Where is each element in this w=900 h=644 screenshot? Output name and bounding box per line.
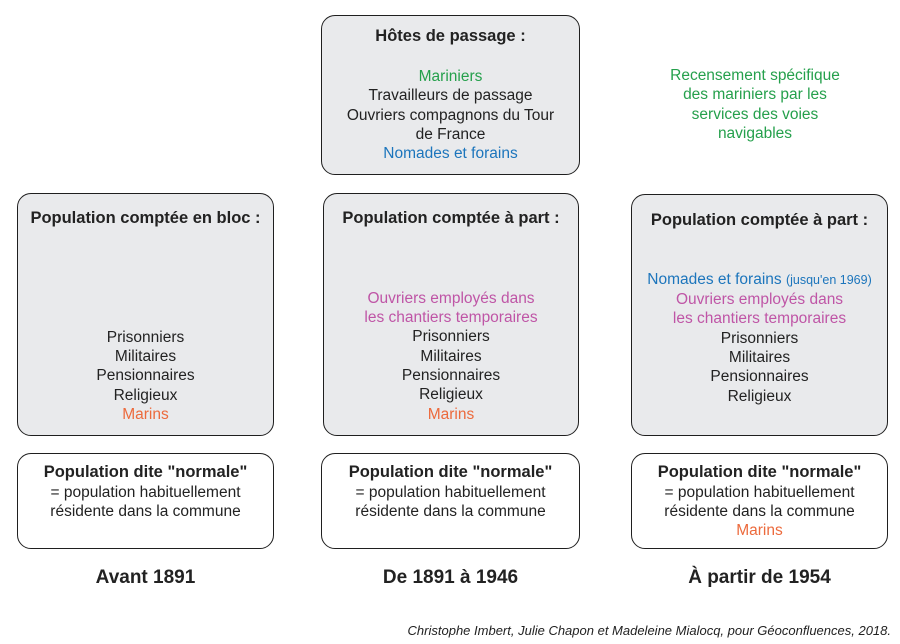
box-title: Population dite "normale" <box>657 462 862 481</box>
list-item: Prisonniers <box>720 329 799 347</box>
item-note: (jusqu'en 1969) <box>785 272 872 287</box>
period-label: Avant 1891 <box>95 567 196 588</box>
list-item: Mariniers <box>418 68 483 85</box>
list-item: Pensionnaires <box>401 367 501 385</box>
item-label: Nomades et forains <box>647 270 782 288</box>
box-title: Population dite "normale" <box>348 462 553 481</box>
list-item: Prisonniers <box>412 328 490 346</box>
box-title: Population comptée en bloc : <box>30 208 261 227</box>
counted-population-list <box>324 289 578 424</box>
list-item: Militaires <box>114 348 177 366</box>
period-label: À partir de 1954 <box>688 567 831 588</box>
list-item: Marins <box>122 406 169 424</box>
normal-population-box-1891-1946 <box>321 453 580 549</box>
list-item: Religieux <box>419 386 483 404</box>
passing-guests-box <box>321 15 580 175</box>
definition-text: = population habituellement résidente dans la commune <box>50 483 241 521</box>
box-title: Population dite "normale" <box>43 462 248 481</box>
normal-population-box-before-1891 <box>17 453 274 549</box>
list-item: Religieux <box>727 387 792 405</box>
counted-population-box-1891-1946 <box>323 193 579 436</box>
list-item: Religieux <box>113 386 178 404</box>
list-item: Ouvriers employés dans les chantiers temporaires <box>364 289 538 327</box>
period-label: De 1891 à 1946 <box>382 567 519 588</box>
definition-text: = population habituellement résidente dans la commune <box>664 483 855 521</box>
normal-population-box-from-1954 <box>631 453 888 549</box>
list-item: Pensionnaires <box>96 367 195 385</box>
credit-line: Christophe Imbert, Julie Chapon et Madeleine Mialocq, pour Géoconfluences, 2018. <box>407 623 891 638</box>
box-title: Population comptée à part : <box>342 209 560 227</box>
list-item: Ouvriers employés dans les chantiers temporaires <box>672 291 847 328</box>
list-item: Marins <box>736 522 783 540</box>
list-item <box>632 270 887 290</box>
counted-population-list <box>632 270 887 406</box>
normal-population-list <box>18 483 273 522</box>
list-item: Marins <box>427 405 475 423</box>
counted-population-box-from-1954 <box>631 194 888 436</box>
list-item: Pensionnaires <box>710 368 809 386</box>
list-item: Nomades et forains <box>383 145 518 163</box>
list-item: Militaires <box>420 347 482 365</box>
list-item: Militaires <box>728 349 791 367</box>
list-item: Prisonniers <box>106 328 185 346</box>
normal-population-list <box>632 483 887 541</box>
list-item: Travailleurs de passage <box>368 87 533 105</box>
box-title: Hôtes de passage : <box>375 26 526 45</box>
mariners-census-note: Recensement spécifique des mariniers par les services des voies navigables <box>670 67 840 142</box>
list-item: Ouvriers compagnons du Tour de France <box>346 106 555 143</box>
normal-population-list <box>322 483 579 522</box>
definition-text: = population habituellement résidente dans la commune <box>355 483 546 521</box>
counted-population-list <box>18 328 273 425</box>
counted-population-box-before-1891 <box>17 193 274 436</box>
box-title: Population comptée à part : <box>650 211 869 229</box>
passing-guests-list <box>322 67 579 164</box>
